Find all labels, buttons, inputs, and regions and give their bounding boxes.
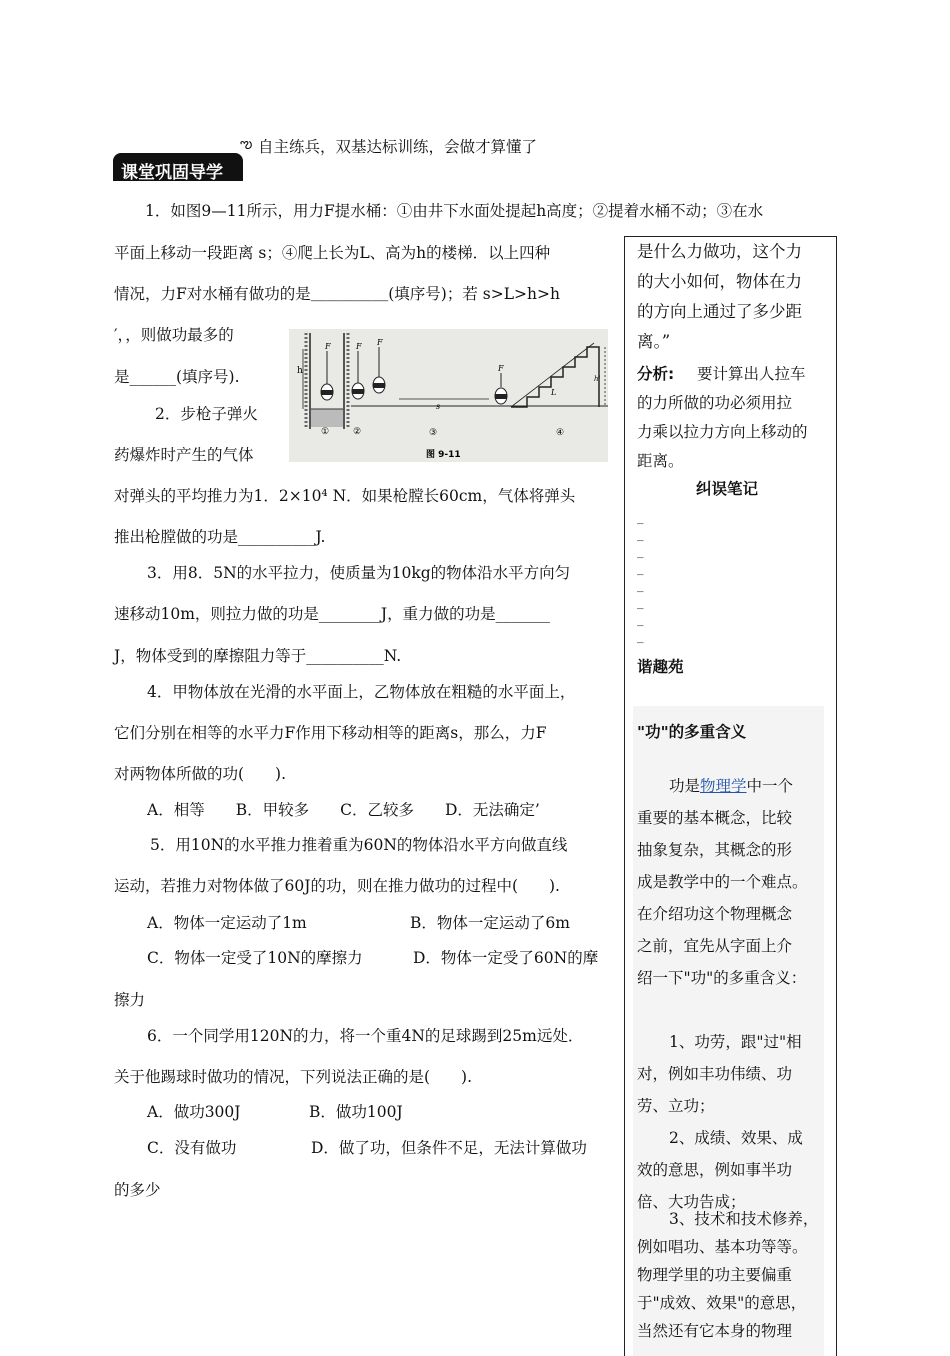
swirl-icon: ఌ [240,136,253,152]
article-p4: 成是教学中的一个难点。 [637,873,808,891]
ending-line1: 物理学里的功主要偏重 [637,1266,793,1284]
q2-line4: 推出枪膛做的功是__________J. [114,528,326,546]
article-p6: 之前，宜先从字面上介 [637,937,793,955]
q4-options: A．相等 B．甲较多 C．乙较多 D．无法确定’ [147,801,540,819]
note-line-7[interactable]: _ [637,612,644,627]
s-label: s [436,402,441,411]
analysis-label: 分析: [637,365,675,383]
q1-line2: 平面上移动一段距离 s；④爬上长为L、高为h的楼梯．以上四种 [114,244,551,262]
note-line-5[interactable]: _ [637,578,644,593]
meaning-1-line1: 1、功劳，跟"过"相 [669,1033,802,1051]
fun-section-title: 谐趣苑 [637,658,684,676]
note-line-3[interactable]: _ [637,544,644,559]
article-p3: 抽象复杂，其概念的形 [637,841,793,859]
fig-label-4: ④ [556,428,565,438]
force-label-2: F [356,342,362,351]
q6-option-c: C．没有做功 [147,1139,237,1157]
q6-line5: 的多少 [114,1181,161,1199]
meaning-1-line2: 对，例如丰功伟绩、功 [637,1065,793,1083]
meaning-2-line1: 2、成绩、效果、成 [669,1129,803,1147]
h-label: h [297,366,303,376]
note-line-6[interactable]: _ [637,595,644,610]
q5-option-d: D．物体一定受了60N的摩 [413,949,599,967]
article-p1-start: 功是 [669,777,701,795]
article-background [633,706,824,1356]
q3-line1: 3．用8．5N的水平拉力，使质量为10kg的物体沿水平方向匀 [147,564,571,582]
note-line-4[interactable]: _ [637,561,644,576]
q4-line3: 对两物体所做的功( ). [114,765,287,783]
q3-line3: J，物体受到的摩擦阻力等于__________N. [114,647,402,665]
q4-line2: 它们分别在相等的水平力F作用下移动相等的距离s，那么，力F [114,724,547,742]
q6-option-a: A．做功300J [147,1103,241,1121]
section-subtitle: 自主练兵，双基达标训练，会做才算懂了 [258,138,538,156]
note-line-2[interactable]: _ [637,527,644,542]
fig-label-3: ③ [429,428,438,438]
article-p5: 在介绍功这个物理概念 [637,905,793,923]
force-label-4: F [498,364,504,373]
sidebar-text-2: 的大小如何，物体在力 [637,272,802,291]
hprime-label: h' [594,375,601,383]
article-p1-end: 中一个 [746,777,794,795]
q5-line1: 5．用10N的水平推力推着重为60N的物体沿水平方向做直线 [150,836,568,854]
q5-line5: 擦力 [114,991,146,1009]
figure-9-11 [289,329,608,462]
fig-label-1: ① [321,427,330,437]
q1-line1: 1．如图9—11所示，用力F提水桶：①由井下水面处提起h高度；②提着水桶不动；③在水 [145,202,764,220]
sidebar-text-4: 离。” [637,332,671,351]
notes-title: 纠误笔记 [696,480,759,498]
sidebar-text-3: 的方向上通过了多少距 [637,302,802,321]
sidebar-text-1: 是什么力做功，这个力 [637,242,802,261]
q5-line2: 运动，若推力对物体做了60J的功，则在推力做功的过程中( ). [114,877,560,895]
analysis-text-1: 要计算出人拉车 [697,365,806,383]
section-badge: 课堂巩固导学 [113,153,243,181]
meaning-3-line2: 例如唱功、基本功等等。 [637,1238,808,1256]
q6-line1: 6．一个同学用120N的力，将一个重4N的足球踢到25m远处． [147,1027,584,1045]
article-p7: 绍一下"功"的多重含义： [637,969,807,987]
q6-line2: 关于他踢球时做功的情况，下列说法正确的是( ). [114,1068,473,1086]
article-title: "功"的多重含义 [637,723,747,741]
analysis-text-3: 力乘以拉力方向上移动的 [637,423,808,441]
q5-option-a: A．物体一定运动了1m [147,914,307,932]
meaning-3-line1: 3、技术和技术修养， [669,1210,819,1228]
q6-option-b: B．做功100J [309,1103,403,1121]
q1-line5: 是______(填序号). [114,368,240,386]
meaning-2-line3: 倍、大功告成； [637,1193,746,1211]
figure-caption: 图 9-11 [426,450,461,460]
q2-line3: 对弹头的平均推力为1．2×10⁴ N．如果枪膛长60cm，气体将弹头 [114,487,576,505]
q2-line1: 2．步枪子弹火 [155,405,258,423]
fig-label-2: ② [353,427,362,437]
figure-drawing [289,329,608,462]
q2-line2: 药爆炸时产生的气体 [114,446,254,464]
q6-option-d: D．做了功，但条件不足，无法计算做功 [311,1139,587,1157]
q1-line3: 情况，力F对水桶有做功的是＿＿＿＿＿(填序号)；若 s>L>h>h [114,285,560,303]
ending-line3: 当然还有它本身的物理 [637,1322,793,1340]
analysis-text-2: 的力所做的功必须用拉 [637,394,793,412]
q4-line1: 4．甲物体放在光滑的水平面上，乙物体放在粗糙的水平面上， [147,683,576,701]
article-p1 [669,776,793,796]
L-label: L [551,388,557,397]
q1-line4: ′，，则做功最多的 [114,326,234,344]
q5-option-b: B．物体一定运动了6m [410,914,570,932]
q3-line2: 速移动10m，则拉力做的功是________J，重力做的功是_______ [114,605,550,623]
ending-line2: 于"成效、效果"的意思， [637,1294,807,1312]
force-label-3: F [377,338,383,347]
article-p2: 重要的基本概念，比较 [637,809,793,827]
analysis-text-4: 距离。 [637,452,684,470]
q5-option-c: C．物体一定受了10N的摩擦力 [147,949,363,967]
force-label-1: F [325,342,331,351]
physics-link[interactable]: 物理学 [700,777,747,795]
note-line-1[interactable]: _ [637,510,644,525]
meaning-1-line3: 劳、立功； [637,1097,715,1115]
note-line-8[interactable]: _ [637,629,644,644]
meaning-2-line2: 效的意思，例如事半功 [637,1161,793,1179]
